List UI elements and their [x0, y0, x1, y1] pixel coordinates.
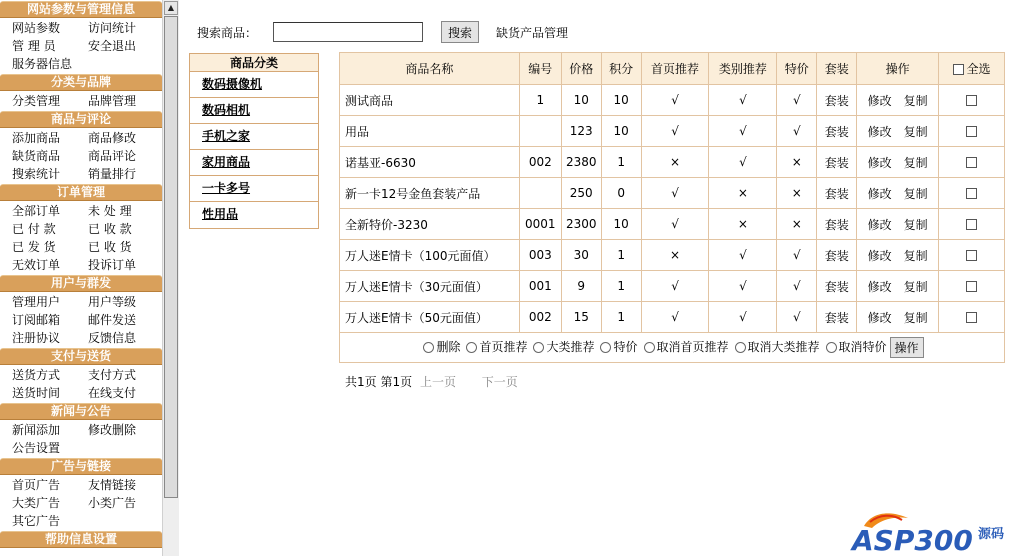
operations-cell — [857, 147, 939, 178]
suit-link[interactable]: 套装 — [824, 279, 849, 294]
sidebar-item[interactable]: 商品修改 — [88, 131, 137, 145]
product-price-cell: 30 — [561, 240, 601, 271]
category-recommend-cell: √ — [709, 85, 777, 116]
batch-action-label: 大类推荐 — [546, 340, 595, 354]
product-price-cell: 2380 — [561, 147, 601, 178]
radio-button[interactable] — [600, 342, 611, 353]
product-code-cell: 002 — [519, 147, 561, 178]
special-price-cell: √ — [777, 240, 817, 271]
sidebar-item[interactable]: 已 收 货 — [88, 240, 132, 254]
product-code-cell: 002 — [519, 302, 561, 333]
sidebar-section-items — [0, 366, 162, 402]
column-header: 操作 — [857, 53, 939, 85]
product-name-cell: 万人迷E情卡（100元面值） — [340, 240, 520, 271]
batch-action-label: 取消特价 — [838, 340, 887, 354]
page-total: 共1页 — [345, 375, 377, 389]
sidebar-item[interactable]: 添加商品 — [12, 131, 61, 145]
product-code-cell: 0001 — [519, 209, 561, 240]
row-checkbox[interactable] — [966, 95, 977, 106]
sidebar-item[interactable]: 分类管理 — [12, 94, 61, 108]
sidebar-item[interactable]: 送货时间 — [12, 386, 61, 400]
sidebar-item[interactable]: 已 发 货 — [12, 240, 56, 254]
table-body — [340, 85, 1005, 333]
sidebar-item[interactable]: 公告设置 — [12, 441, 61, 455]
batch-action-label: 取消首页推荐 — [656, 340, 729, 354]
search-label: 搜索商品： — [197, 26, 258, 40]
sidebar-section-header[interactable]: 用户与群发 — [0, 275, 162, 292]
sidebar-item[interactable]: 投诉订单 — [88, 258, 137, 272]
product-code-cell: 003 — [519, 240, 561, 271]
category-item[interactable]: 手机之家 — [190, 124, 318, 150]
edit-link[interactable]: 修改 — [867, 310, 892, 325]
row-checkbox[interactable] — [966, 281, 977, 292]
row-checkbox[interactable] — [966, 219, 977, 230]
special-price-cell: √ — [777, 302, 817, 333]
home-recommend-cell: √ — [641, 209, 709, 240]
column-header: 套装 — [817, 53, 857, 85]
operations-cell — [857, 178, 939, 209]
radio-button[interactable] — [466, 342, 477, 353]
suit-link[interactable]: 套装 — [824, 124, 849, 139]
product-price-cell: 15 — [561, 302, 601, 333]
category-list — [190, 72, 318, 228]
category-recommend-cell: √ — [709, 116, 777, 147]
category-item[interactable]: 数码相机 — [190, 98, 318, 124]
copy-link[interactable]: 复制 — [903, 217, 928, 232]
product-price-cell: 2300 — [561, 209, 601, 240]
suit-link[interactable]: 套装 — [824, 93, 849, 108]
table-row — [340, 240, 1005, 271]
product-name-cell: 用品 — [340, 116, 520, 147]
batch-action-option[interactable] — [466, 340, 527, 354]
column-header: 特价 — [777, 53, 817, 85]
logo-suffix: 源码 — [978, 527, 1005, 542]
radio-button[interactable] — [423, 342, 434, 353]
category-recommend-cell: × — [709, 209, 777, 240]
product-price-cell: 10 — [561, 85, 601, 116]
sidebar-section-header[interactable]: 帮助信息设置 — [0, 531, 162, 548]
category-item[interactable]: 数码摄像机 — [190, 72, 318, 98]
product-table — [339, 52, 1005, 363]
operations-cell — [857, 271, 939, 302]
radio-button[interactable] — [644, 342, 655, 353]
sidebar-item[interactable]: 友情链接 — [88, 478, 137, 492]
sidebar-section-items — [0, 92, 162, 110]
sidebar-item[interactable]: 缺货商品 — [12, 149, 61, 163]
product-points-cell: 1 — [601, 147, 641, 178]
edit-link[interactable]: 修改 — [867, 186, 892, 201]
table-row — [340, 178, 1005, 209]
category-recommend-cell: √ — [709, 271, 777, 302]
category-panel — [189, 53, 319, 229]
sidebar-item[interactable]: 全部订单 — [12, 204, 61, 218]
column-header: 首页推荐 — [641, 53, 709, 85]
sidebar-item[interactable]: 管 理 员 — [12, 39, 56, 53]
sidebar-item[interactable]: 送货方式 — [12, 368, 61, 382]
sidebar-scrollbar[interactable] — [162, 0, 179, 556]
row-checkbox[interactable] — [966, 312, 977, 323]
sidebar-section-header[interactable]: 支付与送货 — [0, 348, 162, 365]
table-row — [340, 147, 1005, 178]
product-points-cell: 1 — [601, 271, 641, 302]
sidebar-item[interactable]: 订阅邮箱 — [12, 313, 61, 327]
sidebar-section-items — [0, 129, 162, 183]
suit-cell — [817, 116, 857, 147]
special-price-cell: × — [777, 147, 817, 178]
row-checkbox[interactable] — [966, 188, 977, 199]
operations-cell — [857, 240, 939, 271]
operations-cell — [857, 85, 939, 116]
row-checkbox[interactable] — [966, 157, 977, 168]
suit-cell — [817, 178, 857, 209]
sidebar-item[interactable]: 服务器信息 — [12, 57, 73, 71]
radio-button[interactable] — [533, 342, 544, 353]
radio-button[interactable] — [735, 342, 746, 353]
row-select-cell — [939, 116, 1005, 147]
row-select-cell — [939, 302, 1005, 333]
sidebar-section-header[interactable]: 网站参数与管理信息 — [0, 1, 162, 18]
category-panel-title: 商品分类 — [190, 54, 318, 72]
select-all-checkbox[interactable] — [953, 64, 964, 75]
copy-link[interactable]: 复制 — [903, 310, 928, 325]
home-recommend-cell: √ — [641, 271, 709, 302]
radio-button[interactable] — [826, 342, 837, 353]
row-select-cell — [939, 209, 1005, 240]
product-code-cell: 1 — [519, 85, 561, 116]
sidebar-item[interactable]: 搜索统计 — [12, 167, 61, 181]
sidebar-section-items — [0, 202, 162, 274]
next-page-link[interactable]: 下一页 — [481, 375, 518, 389]
suit-cell — [817, 147, 857, 178]
sidebar-section-header[interactable]: 广告与链接 — [0, 458, 162, 475]
batch-action-option[interactable] — [826, 340, 887, 354]
edit-link[interactable]: 修改 — [867, 248, 892, 263]
sidebar-section-items — [0, 421, 162, 457]
edit-link[interactable]: 修改 — [867, 155, 892, 170]
table-row — [340, 271, 1005, 302]
sidebar-item[interactable]: 首页广告 — [12, 478, 61, 492]
product-name-cell: 新一卡12号金鱼套装产品 — [340, 178, 520, 209]
operations-cell — [857, 116, 939, 147]
category-item[interactable]: 一卡多号 — [190, 176, 318, 202]
home-recommend-cell: √ — [641, 178, 709, 209]
page-current: 第1页 — [380, 375, 413, 389]
search-button[interactable]: 搜索 — [441, 21, 479, 43]
column-header: 积分 — [601, 53, 641, 85]
batch-action-cell — [340, 333, 1005, 363]
edit-link[interactable]: 修改 — [867, 279, 892, 294]
table-row — [340, 116, 1005, 147]
special-price-cell: × — [777, 209, 817, 240]
category-item[interactable]: 性用品 — [202, 207, 239, 221]
product-name-cell: 测试商品 — [340, 85, 520, 116]
batch-action-option[interactable] — [644, 340, 729, 354]
batch-action-button[interactable]: 操作 — [890, 337, 924, 358]
product-code-cell — [519, 116, 561, 147]
sidebar-item[interactable]: 安全退出 — [88, 39, 137, 53]
product-points-cell: 1 — [601, 240, 641, 271]
copy-link[interactable]: 复制 — [903, 279, 928, 294]
search-input[interactable] — [273, 22, 423, 42]
asp300-logo — [850, 508, 1015, 554]
special-price-cell: √ — [777, 85, 817, 116]
suit-link[interactable]: 套装 — [824, 217, 849, 232]
logo-text: ASP300 — [852, 524, 973, 554]
sidebar-item[interactable]: 已 付 款 — [12, 222, 56, 236]
sidebar-item[interactable]: 未 处 理 — [88, 204, 132, 218]
sidebar-item[interactable]: 访问统计 — [88, 21, 137, 35]
row-checkbox[interactable] — [966, 126, 977, 137]
sidebar-item[interactable]: 销量排行 — [88, 167, 137, 181]
shortage-products-link[interactable]: 缺货产品管理 — [496, 26, 569, 40]
row-select-cell — [939, 271, 1005, 302]
product-price-cell: 9 — [561, 271, 601, 302]
sidebar-item[interactable]: 品牌管理 — [88, 94, 137, 108]
copy-link[interactable]: 复制 — [903, 248, 928, 263]
batch-action-label: 首页推荐 — [479, 340, 528, 354]
sidebar-section-header[interactable]: 分类与品牌 — [0, 74, 162, 91]
sidebar-item[interactable]: 小类广告 — [88, 496, 137, 510]
sidebar-item[interactable]: 在线支付 — [88, 386, 137, 400]
sidebar-section-header[interactable]: 订单管理 — [0, 184, 162, 201]
special-price-cell: √ — [777, 271, 817, 302]
copy-link[interactable]: 复制 — [903, 93, 928, 108]
suit-cell — [817, 302, 857, 333]
category-item[interactable]: 家用商品 — [190, 150, 318, 176]
sidebar-item[interactable]: 新闻添加 — [12, 423, 61, 437]
batch-action-option[interactable] — [423, 340, 460, 354]
product-price-cell: 250 — [561, 178, 601, 209]
batch-action-label: 取消大类推荐 — [747, 340, 820, 354]
suit-link[interactable]: 套装 — [824, 155, 849, 170]
sidebar-item[interactable]: 注册协议 — [12, 331, 61, 345]
suit-cell — [817, 240, 857, 271]
product-name-cell: 万人迷E情卡（30元面值） — [340, 271, 520, 302]
sidebar-item[interactable]: 支付方式 — [88, 368, 137, 382]
batch-action-label: 特价 — [613, 340, 638, 354]
product-points-cell: 10 — [601, 209, 641, 240]
category-recommend-cell: × — [709, 178, 777, 209]
home-recommend-cell: × — [641, 147, 709, 178]
column-header: 价格 — [561, 53, 601, 85]
sidebar-menu — [0, 0, 162, 556]
sidebar-item[interactable]: 用户等级 — [88, 295, 137, 309]
suit-link[interactable]: 套装 — [824, 186, 849, 201]
home-recommend-cell: √ — [641, 85, 709, 116]
product-code-cell: 001 — [519, 271, 561, 302]
batch-action-label: 删除 — [436, 340, 461, 354]
product-points-cell: 0 — [601, 178, 641, 209]
scroll-up-arrow-icon[interactable]: ▲ — [164, 1, 178, 15]
batch-action-option[interactable] — [735, 340, 820, 354]
table-row — [340, 209, 1005, 240]
product-name-cell: 全新特价-3230 — [340, 209, 520, 240]
product-points-cell: 1 — [601, 302, 641, 333]
special-price-cell: √ — [777, 116, 817, 147]
sidebar-section-items — [0, 19, 162, 73]
batch-action-row — [340, 333, 1005, 363]
category-recommend-cell: √ — [709, 240, 777, 271]
operations-cell — [857, 209, 939, 240]
sidebar-item[interactable]: 反馈信息 — [88, 331, 137, 345]
row-select-cell — [939, 85, 1005, 116]
edit-link[interactable]: 修改 — [867, 217, 892, 232]
home-recommend-cell: √ — [641, 302, 709, 333]
category-recommend-cell: √ — [709, 302, 777, 333]
copy-link[interactable]: 复制 — [903, 155, 928, 170]
table-row — [340, 85, 1005, 116]
row-checkbox[interactable] — [966, 250, 977, 261]
sidebar-section-items — [0, 293, 162, 347]
edit-link[interactable]: 修改 — [867, 124, 892, 139]
category-recommend-cell: √ — [709, 147, 777, 178]
table-header-row — [340, 53, 1005, 85]
prev-page-link[interactable]: 上一页 — [419, 375, 456, 389]
sidebar-section-header[interactable]: 商品与评论 — [0, 111, 162, 128]
batch-action-option[interactable] — [600, 340, 637, 354]
sidebar-item[interactable]: 修改删除 — [88, 423, 137, 437]
suit-cell — [817, 85, 857, 116]
sidebar-item[interactable]: 无效订单 — [12, 258, 61, 272]
sidebar-item[interactable]: 邮件发送 — [88, 313, 137, 327]
column-header: 类别推荐 — [709, 53, 777, 85]
sidebar-item[interactable]: 大类广告 — [12, 496, 61, 510]
product-price-cell: 123 — [561, 116, 601, 147]
suit-cell — [817, 271, 857, 302]
edit-link[interactable]: 修改 — [867, 93, 892, 108]
select-all-label: 全选 — [966, 62, 991, 76]
product-points-cell: 10 — [601, 85, 641, 116]
pagination — [345, 373, 518, 390]
sidebar-section-items — [0, 476, 162, 530]
suit-link[interactable]: 套装 — [824, 310, 849, 325]
sidebar-item[interactable]: 其它广告 — [12, 514, 61, 528]
suit-link[interactable]: 套装 — [824, 248, 849, 263]
special-price-cell: × — [777, 178, 817, 209]
row-select-cell — [939, 178, 1005, 209]
table-row — [340, 302, 1005, 333]
select-all-header — [939, 53, 1005, 85]
operations-cell — [857, 302, 939, 333]
product-name-cell: 万人迷E情卡（50元面值） — [340, 302, 520, 333]
sidebar-item[interactable]: 已 收 款 — [88, 222, 132, 236]
row-select-cell — [939, 240, 1005, 271]
scroll-thumb[interactable] — [164, 16, 178, 498]
sidebar-item[interactable]: 管理用户 — [12, 295, 61, 309]
copy-link[interactable]: 复制 — [903, 124, 928, 139]
sidebar-item[interactable]: 网站参数 — [12, 21, 61, 35]
product-code-cell — [519, 178, 561, 209]
sidebar-item[interactable]: 商品评论 — [88, 149, 137, 163]
home-recommend-cell: √ — [641, 116, 709, 147]
column-header: 编号 — [519, 53, 561, 85]
column-header: 商品名称 — [340, 53, 520, 85]
copy-link[interactable]: 复制 — [903, 186, 928, 201]
product-name-cell: 诺基亚-6630 — [340, 147, 520, 178]
suit-cell — [817, 209, 857, 240]
batch-action-option[interactable] — [533, 340, 594, 354]
product-points-cell: 10 — [601, 116, 641, 147]
home-recommend-cell: × — [641, 240, 709, 271]
row-select-cell — [939, 147, 1005, 178]
sidebar-section-header[interactable]: 新闻与公告 — [0, 403, 162, 420]
